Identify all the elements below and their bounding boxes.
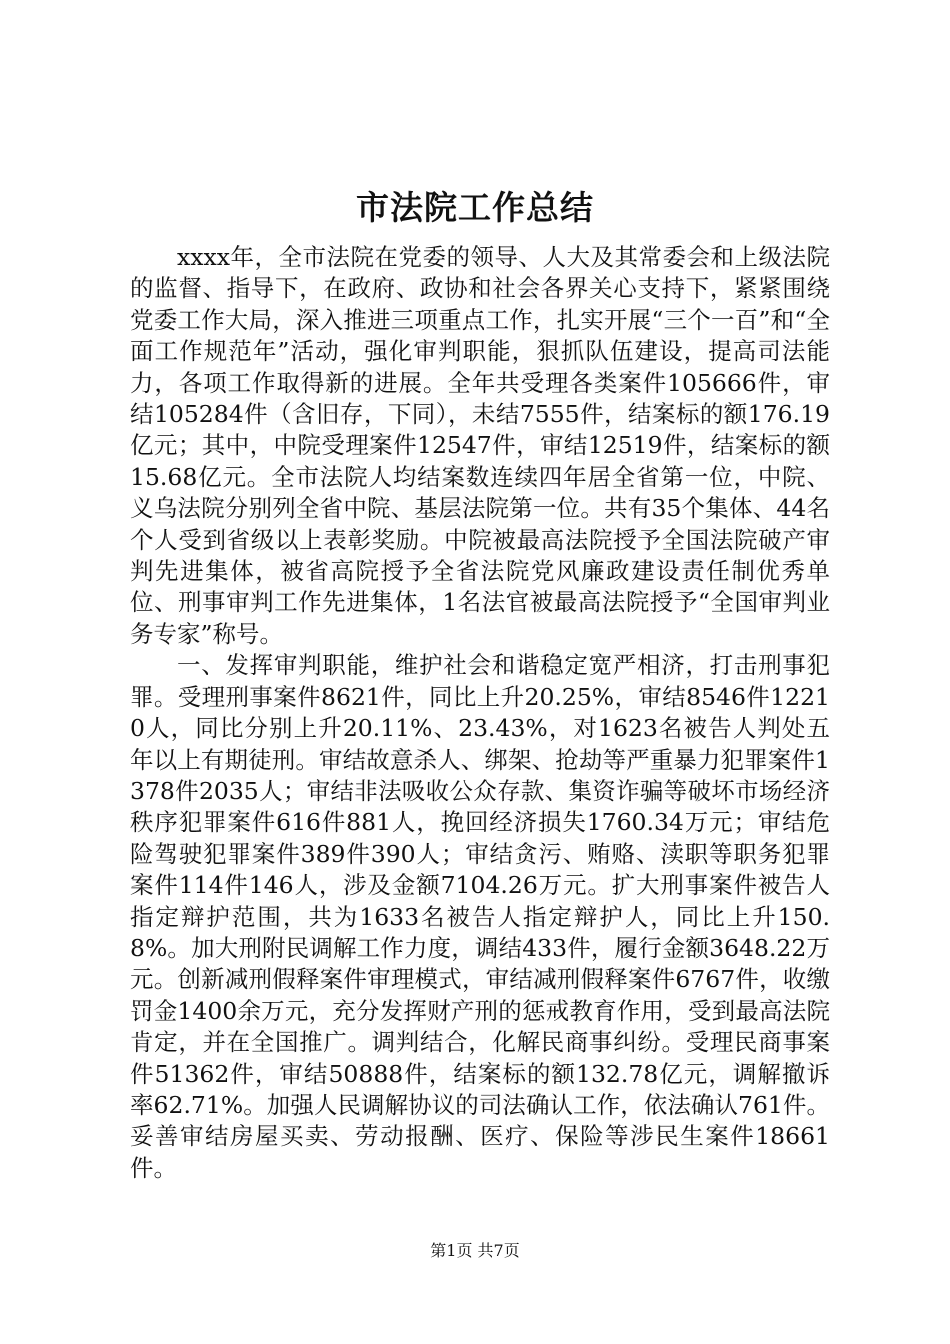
paragraph-intro: xxxx年，全市法院在党委的领导、人大及其常委会和上级法院的监督、指导下，在政府、政协和社会各界关心支持下，紧紧围绕党委工作大局，深入推进三项重点工作，扎实开展“三个一百”和“全面工作规范年”活动，强化审判职能，狠抓队伍建设，提高司法能力，各项工作取得新的进展。全年共受理各类案件105666件，审结105284件（含旧存，下同），未结7555件，结案标的额176.19亿元；其中，中院受理案件12547件，审结12519件，结案标的额15.68亿元。全市法院人均结案数连续四年居全省第一位，中院、义乌法院分别列全省中院、基层法院第一位。共有35个集体、44名个人受到省级以上表彰奖励。中院被最高法院授予全国法院破产审判先进集体，被省高院授予全省法院党风廉政建设责任制优秀单位、刑事审判工作先进集体，1名法官被最高法院授予“全国审判业务专家”称号。 [130,243,830,648]
document-title: 市法院工作总结 [356,188,594,227]
document-body [130,242,830,1184]
paragraph-section-one: 一、发挥审判职能，维护社会和谐稳定宽严相济，打击刑事犯罪。受理刑事案件8621件，同比上升20.25%，审结8546件12210人，同比分别上升20.11%、23.43%，对1623名被告人判处五年以上有期徒刑。审结故意杀人、绑架、抢劫等严重暴力犯罪案件1378件2035人；审结非法吸收公众存款、集资诈骗等破坏市场经济秩序犯罪案件616件881人，挽回经济损失1760.34万元；审结危险驾驶犯罪案件389件390人；审结贪污、贿赂、渎职等职务犯罪案件114件146人，涉及金额7104.26万元。扩大刑事案件被告人指定辩护范围，共为1633名被告人指定辩护人，同比上升150.8%。加大刑附民调解工作力度，调结433件，履行金额3648.22万元。创新减刑假释案件审理模式，审结减刑假释案件6767件，收缴罚金1400余万元，充分发挥财产刑的惩戒教育作用，受到最高法院肯定，并在全国推广。调判结合，化解民商事纠纷。受理民商事案件51362件，审结50888件，结案标的额132.78亿元，调解撤诉率62.71%。加强人民调解协议的司法确认工作，依法确认761件。妥善审结房屋买卖、劳动报酬、医疗、保险等涉民生案件18661件。 [130,651,830,1182]
page-number-footer: 第1页 共7页 [430,1241,520,1260]
